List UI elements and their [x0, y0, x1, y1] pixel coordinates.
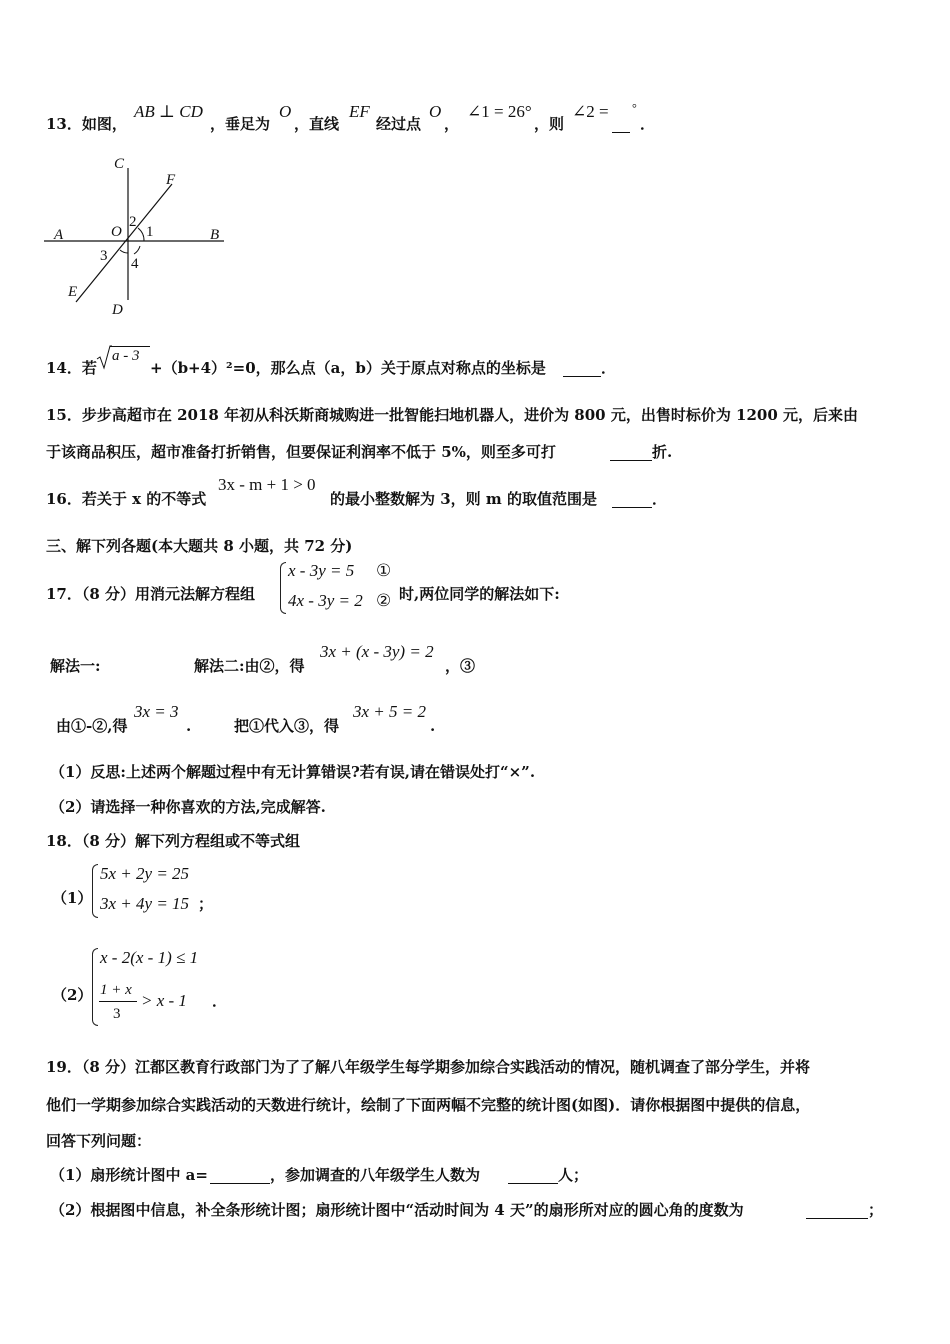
q19-sub2-prefix: （2）根据图中信息，补全条形统计图；扇形统计图中“活动时间为 4 天”的扇形所对应的圆心角的度数为 [50, 1201, 744, 1219]
q14-radical-sign [96, 344, 112, 370]
q14-answer-blank [563, 362, 601, 377]
q18-p1-end: ； [198, 895, 214, 913]
fig-label-a: A [54, 227, 64, 243]
q17-prefix: 17．（8 分）用消元法解方程组 [46, 585, 256, 603]
fig-label-1: 1 [146, 224, 154, 240]
q13-angle1: ∠1 = 26° [467, 102, 532, 121]
q19-line1: 19．（8 分）江都区教育行政部门为了了解八年级学生每学期参加综合实践活动的情况，随机调查了部分学生，并将 [46, 1058, 811, 1076]
q17-sol2-eq: 3x + (x - 3y) = 2 [320, 642, 434, 661]
fig-label-2: 2 [129, 214, 137, 230]
q13-degree: ° [632, 101, 637, 115]
q18-p2-rest: > x - 1 [141, 991, 187, 1010]
q17-sol1-eq: 3x = 3 [134, 702, 179, 721]
q13-number: 13．如图， [46, 115, 127, 133]
q13-perpendicular-condition: AB ⊥ CD [134, 102, 203, 121]
q16-answer-blank [612, 493, 652, 508]
q18-p2-numerator: 1 + x [100, 982, 132, 998]
q18-p2-brace [92, 948, 98, 1026]
q13-line-ef: EF [349, 102, 370, 121]
fig-label-3: 3 [100, 248, 108, 264]
q17-sol2-label: 解法二:由②，得 [194, 657, 305, 675]
q19-sub1-prefix: （1）扇形统计图中 a= [50, 1166, 208, 1184]
q17-dot1: . [186, 717, 192, 735]
fig-label-b: B [210, 227, 220, 243]
q13-angle2: ∠2 = [572, 102, 609, 121]
q17-sub2: （2）请选择一种你喜欢的方法,完成解答. [50, 798, 326, 816]
q19-sub1-blank-a [210, 1169, 270, 1184]
q18-part2-label: （2） [52, 986, 93, 1004]
q13-point-o2: O [429, 102, 442, 121]
fig-label-o: O [111, 224, 122, 240]
q19-line3: 回答下列问题： [46, 1132, 152, 1150]
q16-end: ． [652, 490, 668, 508]
q15-line1: 15．步步高超市在 2018 年初从科沃斯商城购进一批智能扫地机器人，进价为 800 元，出售时标价为 1200 元，后来由 [46, 406, 859, 424]
fig-label-e: E [68, 284, 78, 300]
q13-answer-blank [612, 118, 630, 133]
q16-prefix: 16．若关于 x 的不等式 [46, 490, 207, 508]
q17-eq1: x - 3y = 5 [288, 561, 355, 580]
q15-answer-blank [610, 446, 652, 461]
q14-prefix: 14．若 [46, 359, 97, 377]
q17-sub1: （1）反思:上述两个解题过程中有无计算错误?若有误,请在错误处打“×”. [50, 763, 536, 781]
q17-sol2-mark: ，③ [445, 657, 476, 675]
q18-p2-eq1: x - 2(x - 1) ≤ 1 [100, 948, 199, 967]
q19-sub1-mid: ，参加调查的八年级学生人数为 [270, 1166, 481, 1184]
q19-line2: 他们一学期参加综合实践活动的天数进行统计，绘制了下面两幅不完整的统计图(如图)．请你根据图中提供的信息， [46, 1096, 811, 1114]
q15-end: 折. [652, 443, 673, 461]
q13-line [46, 114, 127, 134]
fig-label-f: F [166, 172, 176, 188]
q15-line2: 于该商品积压，超市准备打折销售，但要保证利润率不低于 5%，则至多可打 [46, 443, 556, 461]
q14-radicand: a - 3 [112, 348, 140, 364]
q13-text-foot: ，垂足为 [210, 115, 271, 133]
section3-heading: 三、解下列各题(本大题共 8 小题，共 72 分) [46, 537, 353, 555]
q18-p1-brace [92, 864, 98, 918]
q17-mark2: ② [376, 591, 392, 610]
q13-text-then: ，则 [534, 115, 565, 133]
q17-dot2: . [430, 717, 436, 735]
q13-text-line: ，直线 [294, 115, 340, 133]
q17-sol1-label: 解法一: [50, 657, 101, 675]
q13-end: ． [640, 115, 656, 133]
q19-sub2-end: ； [868, 1201, 884, 1219]
q18-p1-eq2: 3x + 4y = 15 [100, 894, 190, 913]
q18-p2-fraction-bar [99, 1001, 137, 1002]
q18-title: 18．（8 分）解下列方程组或不等式组 [46, 832, 301, 850]
q19-sub1-blank-count [508, 1169, 558, 1184]
q17-eq2: 4x - 3y = 2 [288, 591, 363, 610]
fig-label-4: 4 [131, 256, 139, 272]
q14-text: +（b+4）²=0，那么点（a，b）关于原点对称点的坐标是 [150, 359, 546, 377]
q16-inequality: 3x - m + 1 > 0 [218, 475, 316, 494]
q16-text: 的最小整数解为 3，则 m 的取值范围是 [330, 490, 597, 508]
q17-sol2-step: 把①代入③，得 [234, 717, 340, 735]
q19-sub1-end: 人； [558, 1166, 589, 1184]
q17-text: 时,两位同学的解法如下: [399, 585, 560, 603]
q18-p2-denominator: 3 [113, 1006, 121, 1022]
q18-part1-label: （1） [52, 889, 93, 907]
q19-sub2-blank [806, 1204, 868, 1219]
q13-comma: ， [444, 115, 460, 133]
fig-label-c: C [114, 156, 125, 172]
q13-point-o: O [279, 102, 292, 121]
q17-mark1: ① [376, 561, 392, 580]
fig-label-d: D [112, 302, 123, 318]
q13-text-through: 经过点 [376, 115, 422, 133]
q18-p1-eq1: 5x + 2y = 25 [100, 864, 190, 883]
q17-system-brace [280, 562, 286, 614]
q14-end: ． [601, 359, 617, 377]
q17-sol2-eq2: 3x + 5 = 2 [353, 702, 426, 721]
q18-p2-end: ． [212, 992, 228, 1010]
q13-figure [40, 150, 240, 322]
q17-sol1-step: 由①-②,得 [56, 717, 128, 735]
